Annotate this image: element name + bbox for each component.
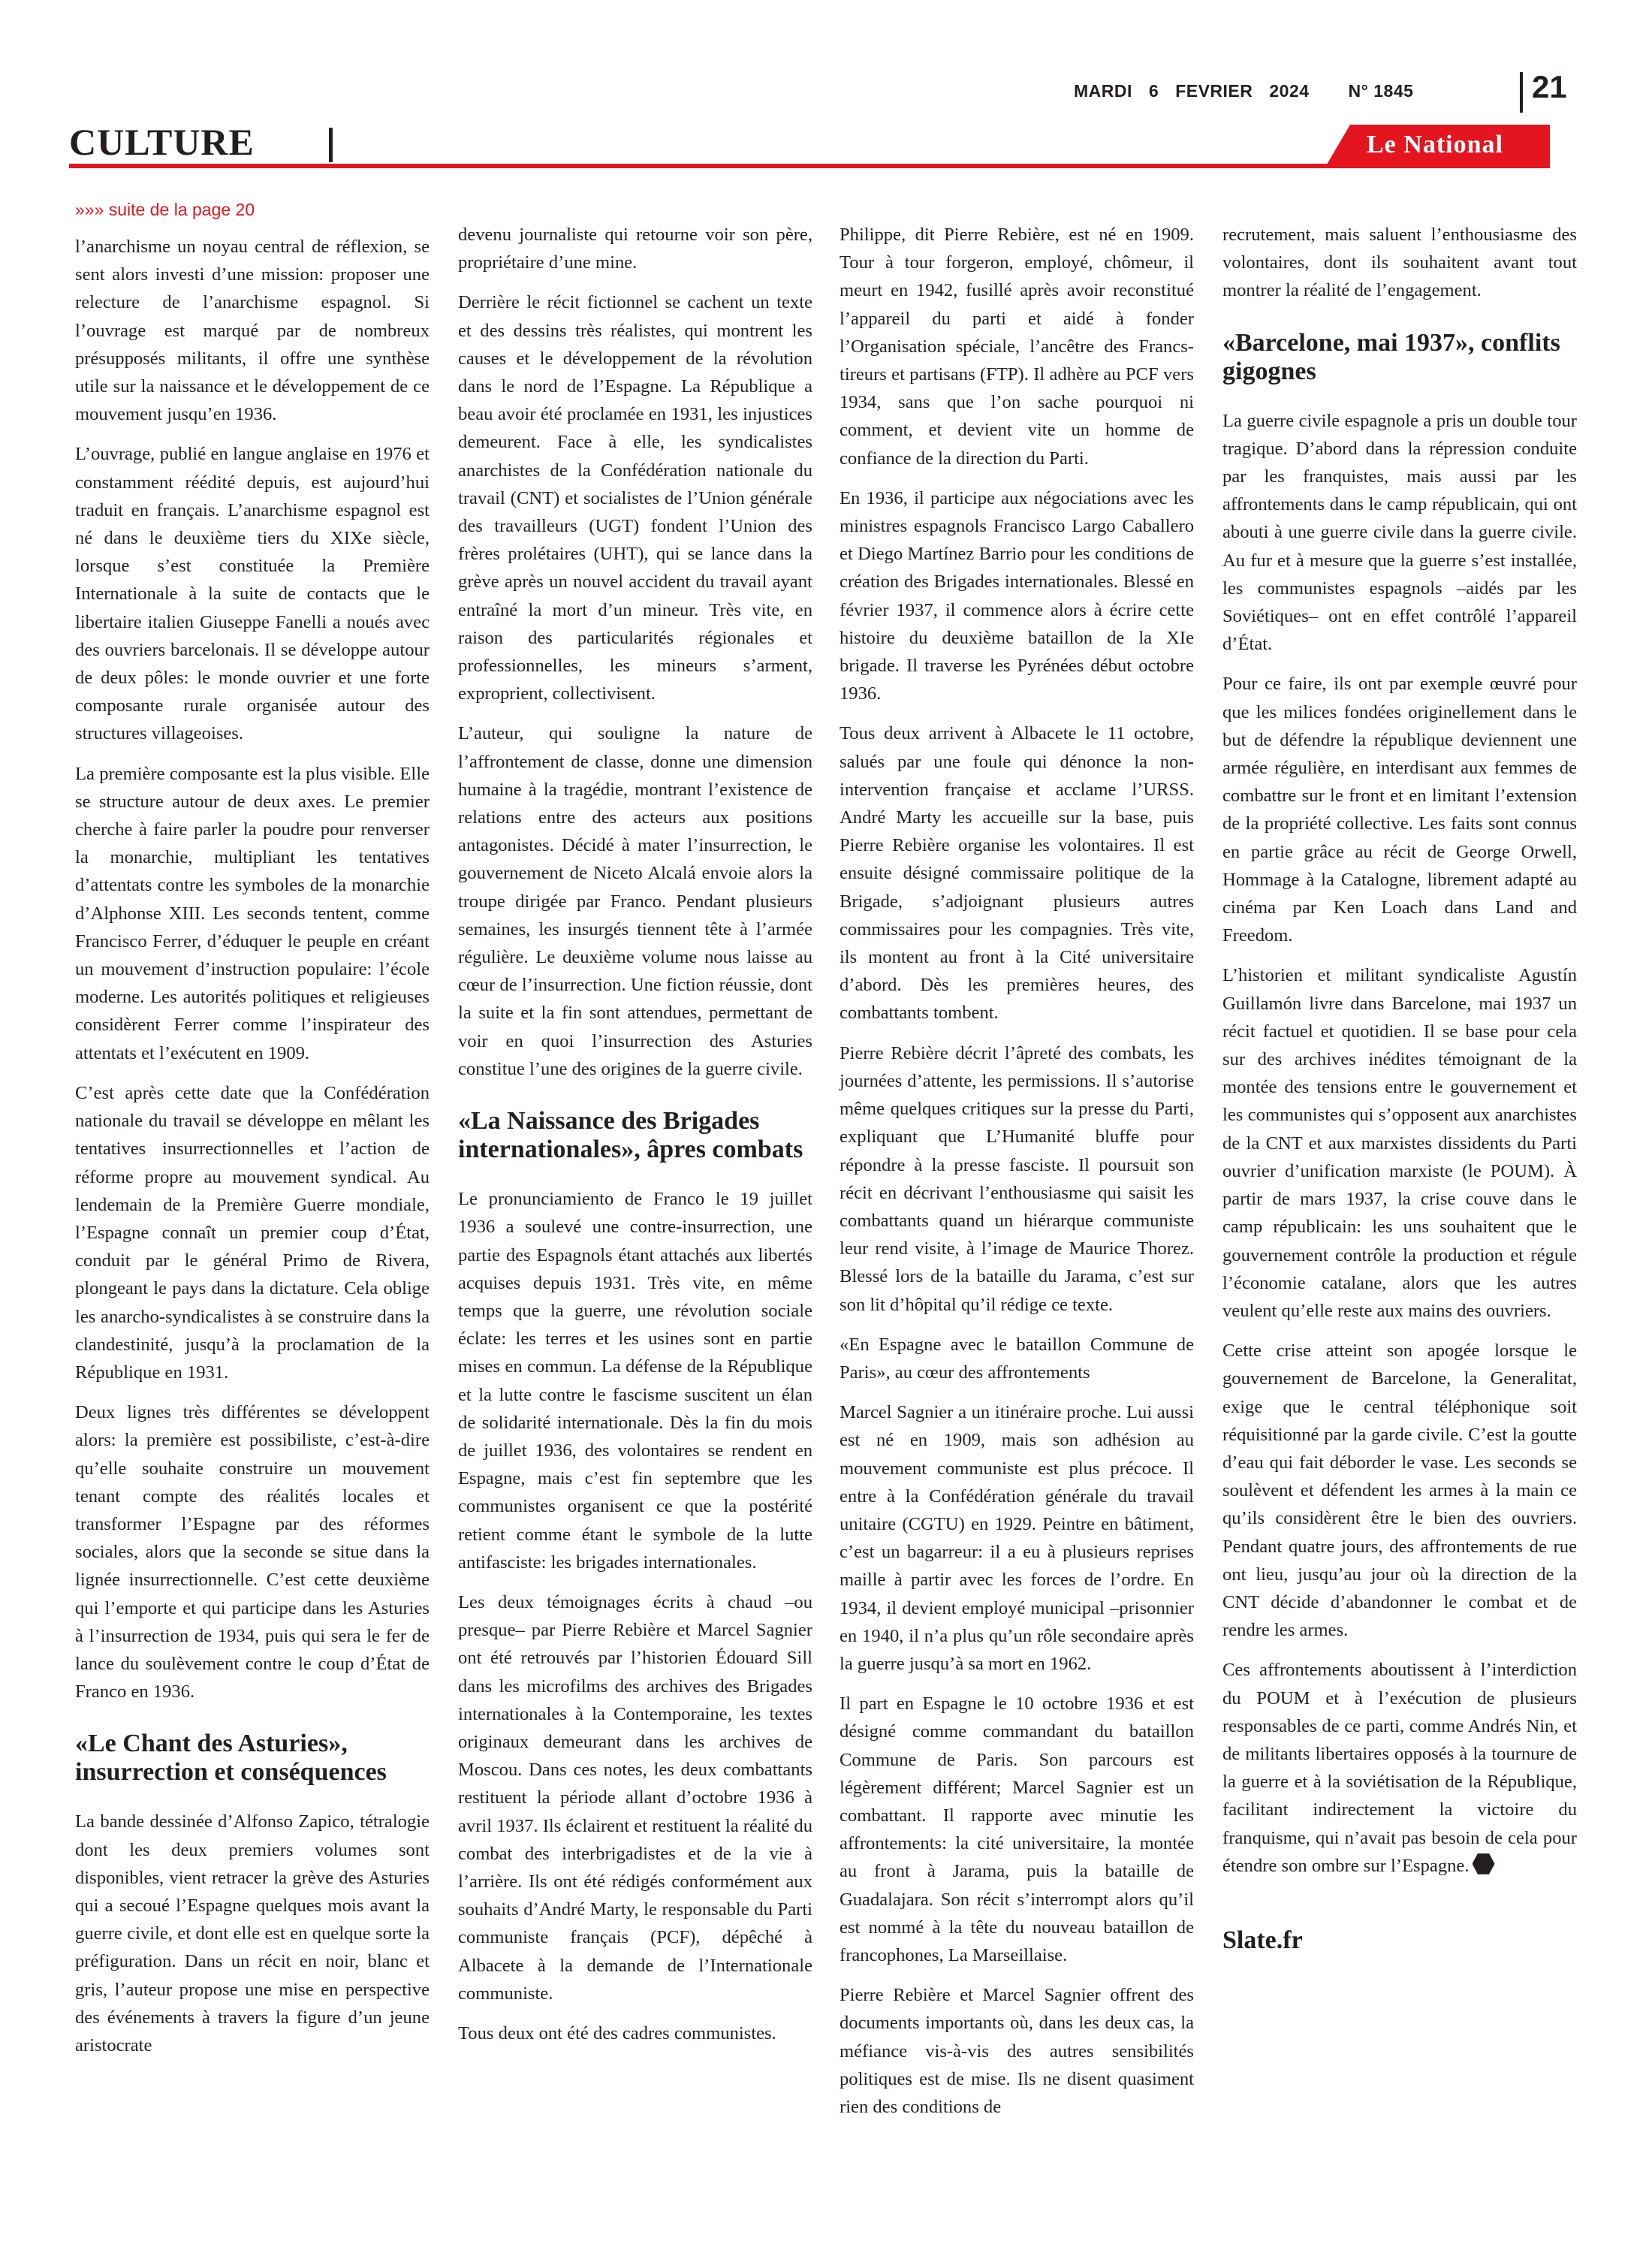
paragraph: Il part en Espagne le 10 octobre 1936 et est désigné comme commandant du bataillon Commune de Paris. Son parcours est légèrement différent; Marcel Sagnier est un combattant. Il rapporte avec minutie les affrontements: la cité universitaire, la montée au front à Jarama, puis la bataille de Guadalajara. Son récit s’interrompt alors qu’il est nommé à la tête du nouveau bataillon de francophones, La Marseillaise. — [840, 1694, 1194, 1965]
subheading-brigades: «La Naissance des Brigades internationales», âpres combats — [458, 1107, 803, 1164]
paragraph: L’auteur, qui souligne la nature de l’affrontement de classe, donne une dimension humaine à la tragédie, montrant l’existence de relations entre des acteurs aux positions antagonistes. Décidé à mater l’insurrection, le gouvernement de Niceto Alcalá envoie alors la troupe dirigée par Franco. Pendant plusieurs semaines, les insurgés tiennent tête à l’armée régulière. Le deuxième volume nous laisse au cœur de l’insurrection. Une fiction réussie, dont la suite et la fin sont attendues, permettant de voir en quoi l’insurrection des Asturies constitue l’une des origines de la guerre civile. — [458, 723, 812, 1079]
end-of-article-icon — [1473, 1853, 1495, 1874]
final-paragraph — [1222, 1656, 1577, 1880]
header-rule — [69, 164, 1391, 168]
section-title: CULTURE — [69, 121, 255, 163]
paragraph: Tous deux arrivent à Albacete le 11 octobre, salués par une foule qui dénonce la non-intervention française et acclame l’URSS. André Marty les accueille sur la base, puis Pierre Rebière organise les volontaires. Il est ensuite désigné commissaire politique de la Brigade, s’adjoignant plusieurs autres commissaires pour les compagnies. Très vite, ils montent au front à la Cité universitaire d’abord. Dès les premières heures, des combattants tombent. — [840, 723, 1194, 1024]
paragraph: Philippe, dit Pierre Rebière, est né en 1909. Tour à tour forgeron, employé, chômeur, il meurt en 1942, fusillé après avoir reconstitué l’appareil du parti et aidé à fonder l’Organisation spéciale, l’ancêtre des Francs-tireurs et partisans (FTP). Il adhère au PCF vers 1934, sans que l’on sache pourquoi ni comment, et devient vite un homme de confiance de la direction du Parti. — [840, 225, 1194, 469]
paragraph: Pierre Rebière et Marcel Sagnier offrent des documents importants où, dans les deux cas, la méfiance vis-à-vis des autres sensibilités politiques est de mise. Ils ne disent quasiment rien des conditions de — [840, 1985, 1194, 2117]
section-divider — [329, 128, 333, 162]
inline-subheading: «En Espagne avec le bataillon Commune de Paris», au cœur des affrontements — [840, 1334, 1194, 1383]
final-paragraph-text: Ces affrontements aboutissent à l’interdiction du POUM et à l’exécution de plusieurs responsables de ce parti, comme Andrés Nin, et de militants libertaires opposés à la tournure de la guerre et à la soviétisation de la République, facilitant indirectement la victoire du franquisme, qui n’avait pas besoin de cela pour étendre son ombre sur l’Espagne. — [1222, 1660, 1577, 1876]
column-3 — [840, 221, 1194, 2133]
paragraph: L’ouvrage, publié en langue anglaise en 1976 et constamment réédité depuis, est aujourd’hui traduit en français. L’anarchisme espagnol est né dans le deuxième tiers du XIXe siècle, lorsque s’est constituée la Première Internationale à la suite de contacts que le libertaire italien Giuseppe Fanelli a noués avec des ouvriers barcelonais. Il se développe autour de deux pôles: le monde ouvrier et une forte composante rurale organisée autour des structures villageoises. — [75, 444, 430, 744]
article-body — [75, 198, 1577, 2188]
month: FEVRIER — [1175, 81, 1253, 101]
paragraph: L’historien et militant syndicaliste Agustín Guillamón livre dans Barcelone, mai 1937 un récit factuel et quotidien. Il se base pour cela sur des archives inédites témoignant de la montée des tensions entre le gouvernement et les communistes qui s’opposent aux anarchistes de la CNT et aux marxistes dissidents du Parti ouvrier d’unification marxiste (le POUM). À partir de mars 1937, la crise couve dans le camp républicain: les uns souhaitent que le gouvernement contrôle la production et régule l’économie catalane, alors que les autres veulent qu’elle reste aux mains des ouvriers. — [1222, 965, 1577, 1321]
day-number: 6 — [1148, 81, 1159, 101]
paragraph: La bande dessinée d’Alfonso Zapico, tétralogie dont les deux premiers volumes sont disponibles, vient retracer la grève des Asturies qui a secoué l’Espagne quelques mois avant la guerre civile, et dont elle est en quelque sorte la préfiguration. Dans un récit en noir, blanc et gris, l’auteur propose une mise en perspective des événements à travers la figure d’un jeune aristocrate — [75, 1811, 430, 2055]
article-source: Slate.fr — [1222, 1926, 1303, 1954]
paragraph: Les deux témoignages écrits à chaud –ou presque– par Pierre Rebière et Marcel Sagnier ont été retrouvés par l’historien Édouard Sill dans les microfilms des archives des Brigades internationales à la Contemporaine, les textes originaux demeurant dans les archives de Moscou. Dans ces notes, les deux combattants restituent la période allant d’octobre 1936 à avril 1937. Ils éclairent et restituent la réalité du combat des interbrigadistes et de la vie à l’arrière. Ils ont été rédigés conformément aux souhaits d’André Marty, le responsable du Parti communiste français (PCF), dépêché à Albacete à la demande de l’Internationale communiste. — [458, 1591, 812, 2004]
date-line — [1074, 81, 1517, 101]
paragraph: Cette crise atteint son apogée lorsque le gouvernement de Barcelone, la Generalitat, exige que le central téléphonique soit réquisitionné par la garde civile. C’est la goutte d’eau qui fait déborder le vase. Les seconds se soulèvent et défendent les armes à la main ce qu’ils considèrent être le bien des ouvriers. Pendant quatre jours, des affrontements de rue ont lieu, jusqu’au jour où la direction de la CNT décide d’abandonner le combat et de rendre les armes. — [1222, 1341, 1577, 1641]
column-4 — [1222, 221, 1577, 1966]
paragraph: Derrière le récit fictionnel se cachent un texte et des dessins très réalistes, qui montrent les causes et le développement de la révolution dans le nord de l’Espagne. La République a beau avoir été proclamée en 1931, les injustices demeurent. Face à elle, les syndicalistes anarchistes de la Confédération nationale du travail (CNT) et socialistes de l’Union générale des travailleurs (UGT) fondent l’Union des frères prolétaires (UHT), qui se lance dans la grève après un nouvel accident du travail ayant entraîné la mort d’un mineur. Très vite, en raison des particularités régionales et professionnelles, les mineurs s’arment, exproprient, collectivisent. — [458, 292, 812, 704]
subheading-barcelone: «Barcelone, mai 1937», conflits gigognes — [1222, 328, 1560, 385]
paragraph: Deux lignes très différentes se développent alors: la première est possibiliste, c’est-à-dire qu’elle souhaite construire un mouvement tenant compte des réalités locales et transformer l’Espagne par des réformes sociales, alors que la seconde se situe dans la lignée insurrectionnelle. C’est cette deuxième qui l’emporte et qui participe dans les Asturies à l’insurrection de 1934, puis qui sera le fer de lance du soulèvement contre le coup d’État de Franco en 1936. — [75, 1402, 430, 1703]
paragraph: Le pronunciamiento de Franco le 19 juillet 1936 a soulevé une contre-insurrection, une partie des Espagnols étant attachés aux libertés acquises depuis 1931. Très vite, en même temps que la guerre, une révolution sociale éclate: les terres et les usines sont en partie mises en commun. La défense de la République et la lutte contre le fascisme suscitent un élan de solidarité internationale. Dès la fin du mois de juillet 1936, des volontaires se rendent en Espagne, mais c’est fin septembre que les communistes organisent ce que la postérité retient comme étant le symbole de la lutte antifasciste: les brigades internationales. — [458, 1189, 812, 1573]
paragraph: Tous deux ont été des cadres communistes. — [458, 2022, 776, 2043]
paragraph: La guerre civile espagnole a pris un double tour tragique. D’abord dans la répression conduite par les franquistes, mais aussi par les affrontements dans le camp républicain, qui ont abouti à une guerre civile dans la guerre civile. Au fur et à mesure que la guerre s’est installée, les communistes espagnols –aidés par les Soviétiques– ont en effet contrôlé l’appareil d’État. — [1222, 410, 1577, 655]
paragraph: devenu journaliste qui retourne voir son père, propriétaire d’une mine. — [458, 225, 812, 273]
continued-from-link[interactable]: »»» suite de la page 20 — [75, 200, 255, 219]
paragraph: l’anarchisme un noyau central de réflexion, se sent alors investi d’une mission: proposer une relecture de l’anarchisme espagnol. Si l’ouvrage est marqué par de nombreux présupposés militants, il offre une synthèse utile sur la naissance et le développement de ce mouvement jusqu’en 1936. — [75, 237, 430, 425]
weekday: MARDI — [1074, 81, 1132, 101]
year: 2024 — [1269, 81, 1310, 101]
paragraph: recrutement, mais saluent l’enthousiasme des volontaires, dont ils souhaitent avant tout montrer la réalité de l’engagement. — [1222, 225, 1577, 301]
page-number-divider — [1520, 72, 1523, 113]
paragraph: En 1936, il participe aux négociations avec les ministres espagnols Francisco Largo Caballero et Diego Martínez Barrio pour les conditions de création des Brigades internationales. Blessé en février 1937, il commence alors à écrire cette histoire du deuxième bataillon de la XIe brigade. Il traverse les Pyrénées début octobre 1936. — [840, 487, 1194, 704]
newspaper-brand: Le National — [1367, 131, 1503, 158]
paragraph: Pour ce faire, ils ont par exemple œuvré pour que les milices fondées originellement dans le but de défendre la république deviennent une armée régulière, en interdisant aux femmes de combattre sur le front et en limitant l’extension de la propriété collective. Les faits sont connus en partie grâce au récit de George Orwell, Hommage à la Catalogne, librement adapté au cinéma par Ken Loach dans Land and Freedom. — [1222, 674, 1577, 946]
subheading-asturies: «Le Chant des Asturies», insurrection et conséquences — [75, 1730, 387, 1787]
issue-number: N° 1845 — [1348, 81, 1414, 101]
paragraph: Pierre Rebière décrit l’âpreté des combats, les journées d’attente, les permissions. Il s’autorise même quelques critiques sur la presse du Parti, expliquant que L’Humanité bluffe pour répondre à la presse fasciste. Il poursuit son récit en décrivant l’enthousiasme qui saisit les combattants quand un hiérarque communiste leur rend visite, à l’image de Maurice Thorez. Blessé lors de la bataille du Jarama, c’est sur son lit d’hôpital qu’il rédige ce texte. — [840, 1042, 1194, 1315]
paragraph: Marcel Sagnier a un itinéraire proche. Lui aussi est né en 1909, mais son adhésion au mouvement communiste est plus précoce. Il entre à la Confédération générale du travail unitaire (CGTU) en 1929. Peintre en bâtiment, c’est un bagarreur: il a eu à plusieurs reprises maille à partir avec les forces de l’ordre. En 1934, il devient employé municipal –prisonnier en 1940, il n’a plus qu’un rôle secondaire après la guerre jusqu’à sa mort en 1962. — [840, 1402, 1194, 1674]
paragraph: C’est après cette date que la Confédération nationale du travail se développe en mêlant les tentatives insurrectionnelles et l’action de réforme propre au mouvement syndical. Au lendemain de la Première Guerre mondiale, l’Espagne connaît un premier coup d’État, conduit par le général Primo de Rivera, plongeant le pays dans la dictature. Cela oblige les anarcho-syndicalistes à se construire dans la clandestinité, jusqu’à la proclamation de la République en 1931. — [75, 1082, 430, 1383]
column-2 — [458, 221, 812, 2059]
column-1 — [75, 198, 430, 2071]
paragraph: La première composante est la plus visible. Elle se structure autour de deux axes. Le premier cherche à faire parler la poudre pour renverser la monarchie, multipliant les tentatives d’attentats contre les symboles de la monarchie d’Alphonse XIII. Les seconds tentent, comme Francisco Ferrer, d’éduquer le peuple en créant un mouvement d’instruction populaire: l’école moderne. Les autorités politiques et religieuses considèrent Ferrer comme l’inspirateur des attentats et l’exécutent en 1909. — [75, 763, 430, 1063]
page-number: 21 — [1532, 69, 1567, 104]
